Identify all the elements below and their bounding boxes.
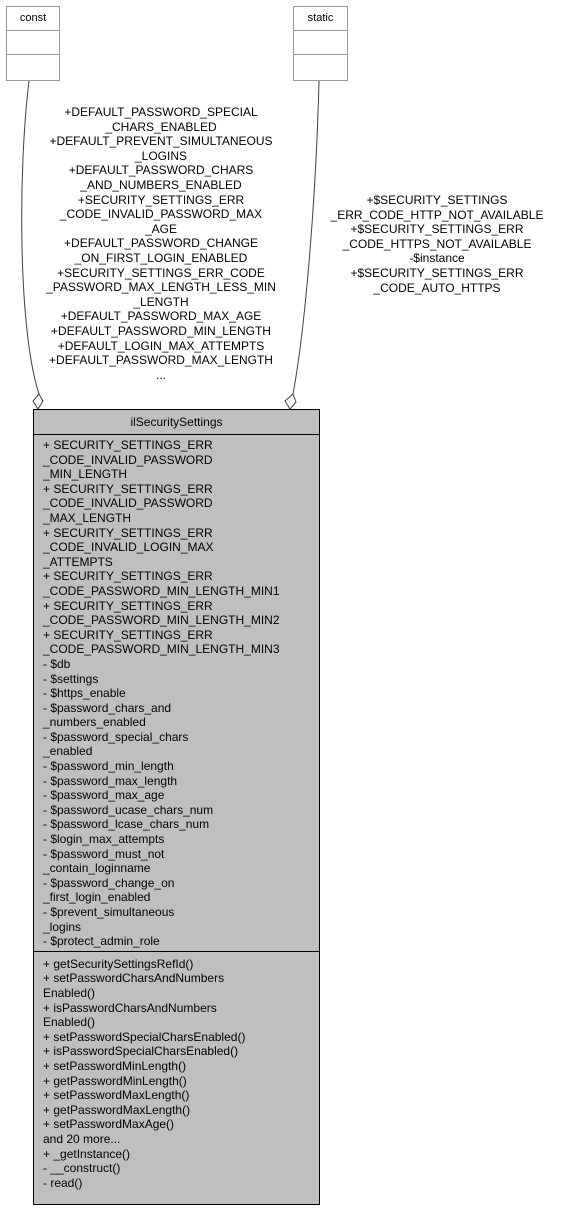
class-attribute: - $password_min_length [43, 759, 174, 774]
class-attribute: - $password_lcase_chars_num [43, 817, 210, 832]
class-attribute: _numbers_enabled [43, 715, 146, 730]
class-method: + _getInstance() [43, 1146, 131, 1161]
static-edge-label-line: _CODE_AUTO_HTTPS [373, 280, 501, 295]
const-edge-label-line: +SECURITY_SETTINGS_ERR [77, 192, 245, 207]
const-edge-label-line: _LOGINS [134, 148, 188, 163]
static-edge-diamond [285, 394, 296, 409]
const-edge-label-line: +DEFAULT_LOGIN_MAX_ATTEMPTS [57, 338, 265, 353]
class-method: + isPasswordCharsAndNumbers [43, 1000, 217, 1015]
class-attribute: _CODE_INVALID_PASSWORD [43, 452, 213, 467]
class-attribute: - $login_max_attempts [43, 832, 165, 847]
class-attribute: + SECURITY_SETTINGS_ERR [43, 569, 213, 584]
class-attribute: - $https_enable [43, 686, 126, 701]
class-methods [34, 952, 319, 1193]
class-attribute: _first_login_enabled [43, 890, 151, 905]
static-edge-label-line: _ERR_CODE_HTTP_NOT_AVAILABLE [330, 207, 544, 222]
static-edge-label-line: +$SECURITY_SETTINGS [366, 193, 508, 207]
class-method: + getSecuritySettingsRefId() [43, 956, 194, 971]
const-box-title: const [7, 7, 59, 31]
static-box-title: static [294, 7, 347, 31]
const-edge-label-line: _CHARS_ENABLED [105, 119, 217, 134]
const-box-methods [7, 55, 59, 79]
class-attribute: - $password_must_not [43, 846, 165, 861]
class-attribute: _CODE_INVALID_PASSWORD [43, 496, 213, 511]
static-edge-label-line: -$instance [409, 251, 465, 266]
class-method: Enabled() [43, 1015, 96, 1030]
class-method: + setPasswordMaxAge() [43, 1117, 175, 1132]
static-edge-label-line: +$SECURITY_SETTINGS_ERR [350, 265, 524, 280]
class-attribute: + SECURITY_SETTINGS_ERR [43, 598, 213, 613]
const-edge-label-line: _CODE_INVALID_PASSWORD_MAX [59, 207, 263, 222]
static-box-methods [294, 55, 347, 79]
const-edge-label-line: +DEFAULT_PASSWORD_SPECIAL [64, 105, 258, 119]
class-method: + setPasswordSpecialCharsEnabled() [43, 1029, 246, 1044]
class-attribute: _MIN_LENGTH [43, 467, 128, 482]
class-attribute: + SECURITY_SETTINGS_ERR [43, 481, 213, 496]
class-method: + setPasswordMaxLength() [43, 1088, 190, 1103]
const-edge-label-line: +DEFAULT_PREVENT_SIMULTANEOUS [49, 134, 273, 149]
class-attribute: - $db [43, 656, 71, 671]
const-box-attributes [7, 31, 59, 55]
class-method: + getPasswordMaxLength() [43, 1102, 191, 1117]
class-attribute: - $settings [43, 671, 99, 686]
class-attribute: _CODE_INVALID_LOGIN_MAX [43, 540, 214, 555]
class-attribute: _CODE_PASSWORD_MIN_LENGTH_MIN1 [43, 583, 280, 598]
const-edge-label-line: +SECURITY_SETTINGS_ERR_CODE [57, 265, 265, 280]
class-attribute: - $password_max_length [43, 773, 178, 788]
const-edge-label-line: ... [155, 367, 166, 382]
class-title: ilSecuritySettings [34, 410, 319, 435]
static-edge-label-line: _CODE_HTTPS_NOT_AVAILABLE [342, 236, 532, 251]
class-attribute: + SECURITY_SETTINGS_ERR [43, 438, 213, 452]
class-attribute: _CODE_PASSWORD_MIN_LENGTH_MIN3 [43, 642, 280, 657]
const-edge-label-line: _LENGTH [133, 294, 189, 309]
class-attribute: _enabled [43, 744, 93, 759]
static-box[interactable] [293, 6, 348, 81]
const-edge-label-line: _AND_NUMBERS_ENABLED [80, 177, 242, 192]
const-edge-label-line: +DEFAULT_PASSWORD_MAX_AGE [60, 309, 262, 324]
class-attribute: _MAX_LENGTH [43, 510, 132, 525]
class-attribute: - $protect_admin_role [43, 934, 160, 949]
class-attribute: - $password_special_chars [43, 729, 189, 744]
class-attribute: _CODE_PASSWORD_MIN_LENGTH_MIN2 [43, 613, 280, 628]
class-attributes [34, 435, 319, 952]
class-attribute: - $password_max_age [43, 788, 165, 803]
class-method: + getPasswordMinLength() [43, 1073, 187, 1088]
class-method: - __construct() [43, 1161, 121, 1176]
static-edge-label-line: +$SECURITY_SETTINGS_ERR [350, 222, 524, 237]
class-method: and 20 more... [43, 1131, 121, 1146]
const-edge-label-line: _PASSWORD_MAX_LENGTH_LESS_MIN [46, 280, 276, 295]
const-edge-label-line: +DEFAULT_PASSWORD_CHARS [68, 163, 254, 178]
class-attribute: - $password_chars_and [43, 700, 172, 715]
const-edge-label-line: +DEFAULT_PASSWORD_CHANGE [64, 236, 258, 251]
class-method: + setPasswordCharsAndNumbers [43, 971, 225, 986]
const-box[interactable] [6, 6, 60, 81]
class-attribute: + SECURITY_SETTINGS_ERR [43, 525, 213, 540]
class-attribute: - $password_change_on [43, 875, 175, 890]
const-edge-label-line: _ON_FIRST_LOGIN_ENABLED [74, 250, 248, 265]
class-attribute: _contain_loginname [43, 861, 151, 876]
class-attribute: - $password_ucase_chars_num [43, 802, 214, 817]
class-box-ilsecuritysettings[interactable] [33, 409, 320, 1205]
class-attribute: _logins [43, 919, 82, 934]
const-edge-label-line: +DEFAULT_PASSWORD_MAX_LENGTH [49, 353, 273, 368]
class-method: + isPasswordSpecialCharsEnabled() [43, 1044, 239, 1059]
const-edge-label [30, 105, 292, 382]
static-edge-label [316, 193, 558, 295]
class-attribute: + SECURITY_SETTINGS_ERR [43, 627, 213, 642]
class-method: + setPasswordMinLength() [43, 1058, 187, 1073]
class-attribute: - $prevent_simultaneous [43, 905, 175, 919]
class-method: Enabled() [43, 985, 96, 1000]
class-method: - read() [43, 1175, 83, 1190]
static-box-attributes [294, 31, 347, 55]
const-edge-label-line: _AGE [144, 221, 177, 236]
const-edge-label-line: +DEFAULT_PASSWORD_MIN_LENGTH [51, 323, 271, 338]
class-attribute: _ATTEMPTS [43, 554, 113, 569]
const-edge-diamond [33, 394, 43, 409]
